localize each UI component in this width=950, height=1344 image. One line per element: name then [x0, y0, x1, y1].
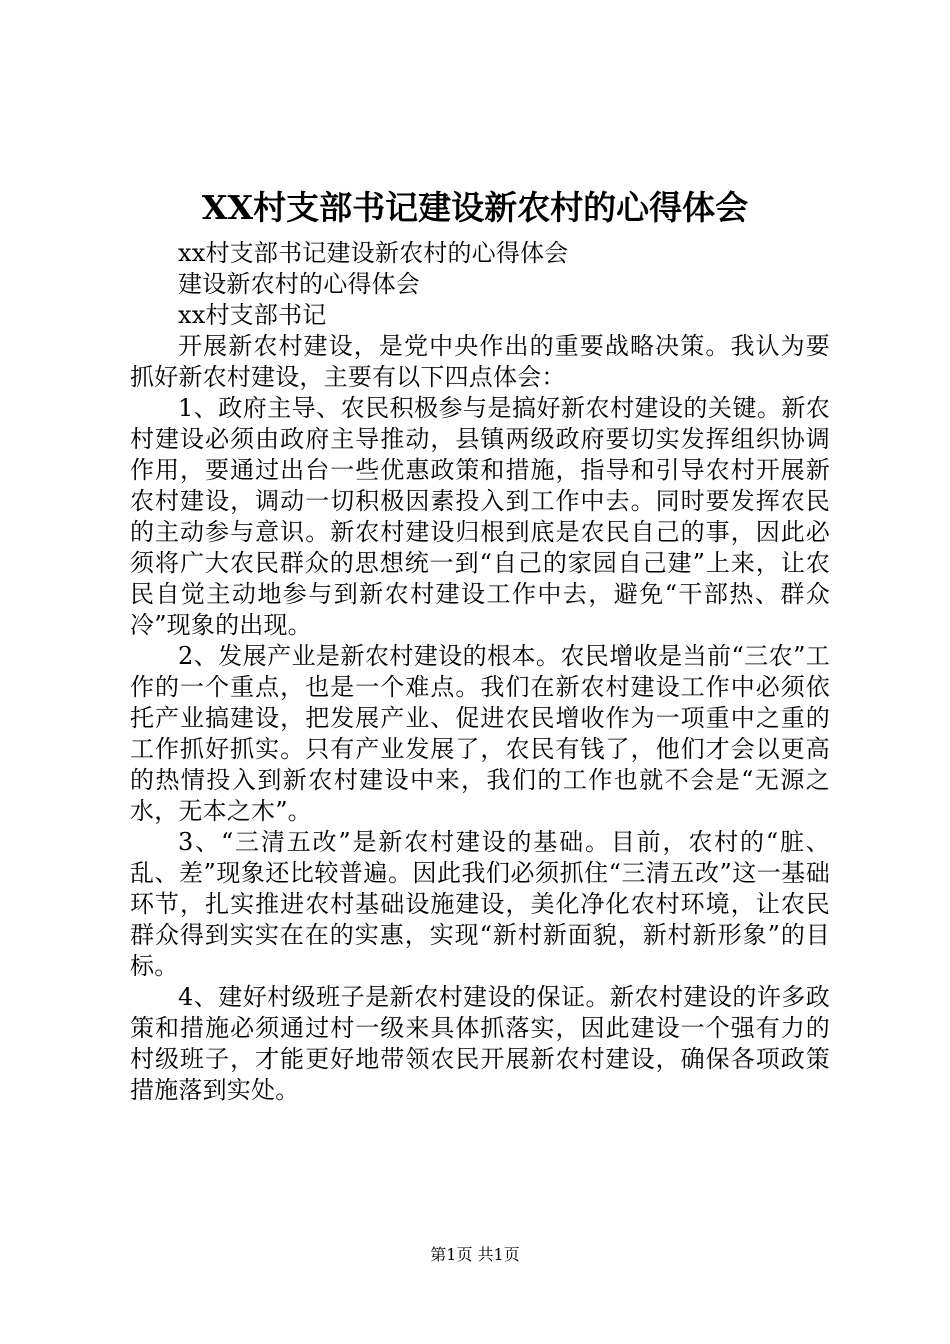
header-line: 建设新农村的心得体会: [178, 270, 420, 298]
header-line: xx村支部书记建设新农村的心得体会: [178, 239, 569, 267]
body-paragraph: 4、建好村级班子是新农村建设的保证。新农村建设的许多政策和措施必须通过村一级来具体抓落实，因此建设一个强有力的村级班子，才能更好地带领农民开展新农村建设，确保各项政策措施落到实处。: [130, 983, 830, 1104]
body-paragraph: 1、政府主导、农民积极参与是搞好新农村建设的关键。新农村建设必须由政府主导推动，县镇两级政府要切实发挥组织协调作用，要通过出台一些优惠政策和措施，指导和引导农村开展新农村建设，调动一切积极因素投入到工作中去。同时要发挥农民的主动参与意识。新农村建设归根到底是农民自己的事，因此必须将广大农民群众的思想统一到“自己的家园自己建”上来，让农民自觉主动地参与到新农村建设工作中去，避免“干部热、群众冷”现象的出现。: [130, 394, 830, 639]
document-body: [130, 238, 830, 1106]
page-number-footer: 第1页 共1页: [430, 1245, 520, 1264]
body-paragraph: 3、“三清五改”是新农村建设的基础。目前，农村的“脏、乱、差”现象还比较普遍。因此我们必须抓住“三清五改”这一基础环节，扎实推进农村基础设施建设，美化净化农村环境，让农民群众得到实实在在的实惠，实现“新村新面貌，新村新形象”的目标。: [130, 828, 830, 980]
body-paragraph: 开展新农村建设，是党中央作出的重要战略决策。我认为要抓好新农村建设，主要有以下四点体会：: [130, 332, 830, 391]
document-title: XX村支部书记建设新农村的心得体会: [201, 188, 749, 227]
header-line: xx村支部书记: [178, 301, 327, 329]
body-paragraph: 2、发展产业是新农村建设的根本。农民增收是当前“三农”工作的一个重点，也是一个难点。我们在新农村建设工作中必须依托产业搞建设，把发展产业、促进农民增收作为一项重中之重的工作抓好抓实。只有产业发展了，农民有钱了，他们才会以更高的热情投入到新农村建设中来，我们的工作也就不会是“无源之水，无本之木”。: [130, 642, 830, 825]
